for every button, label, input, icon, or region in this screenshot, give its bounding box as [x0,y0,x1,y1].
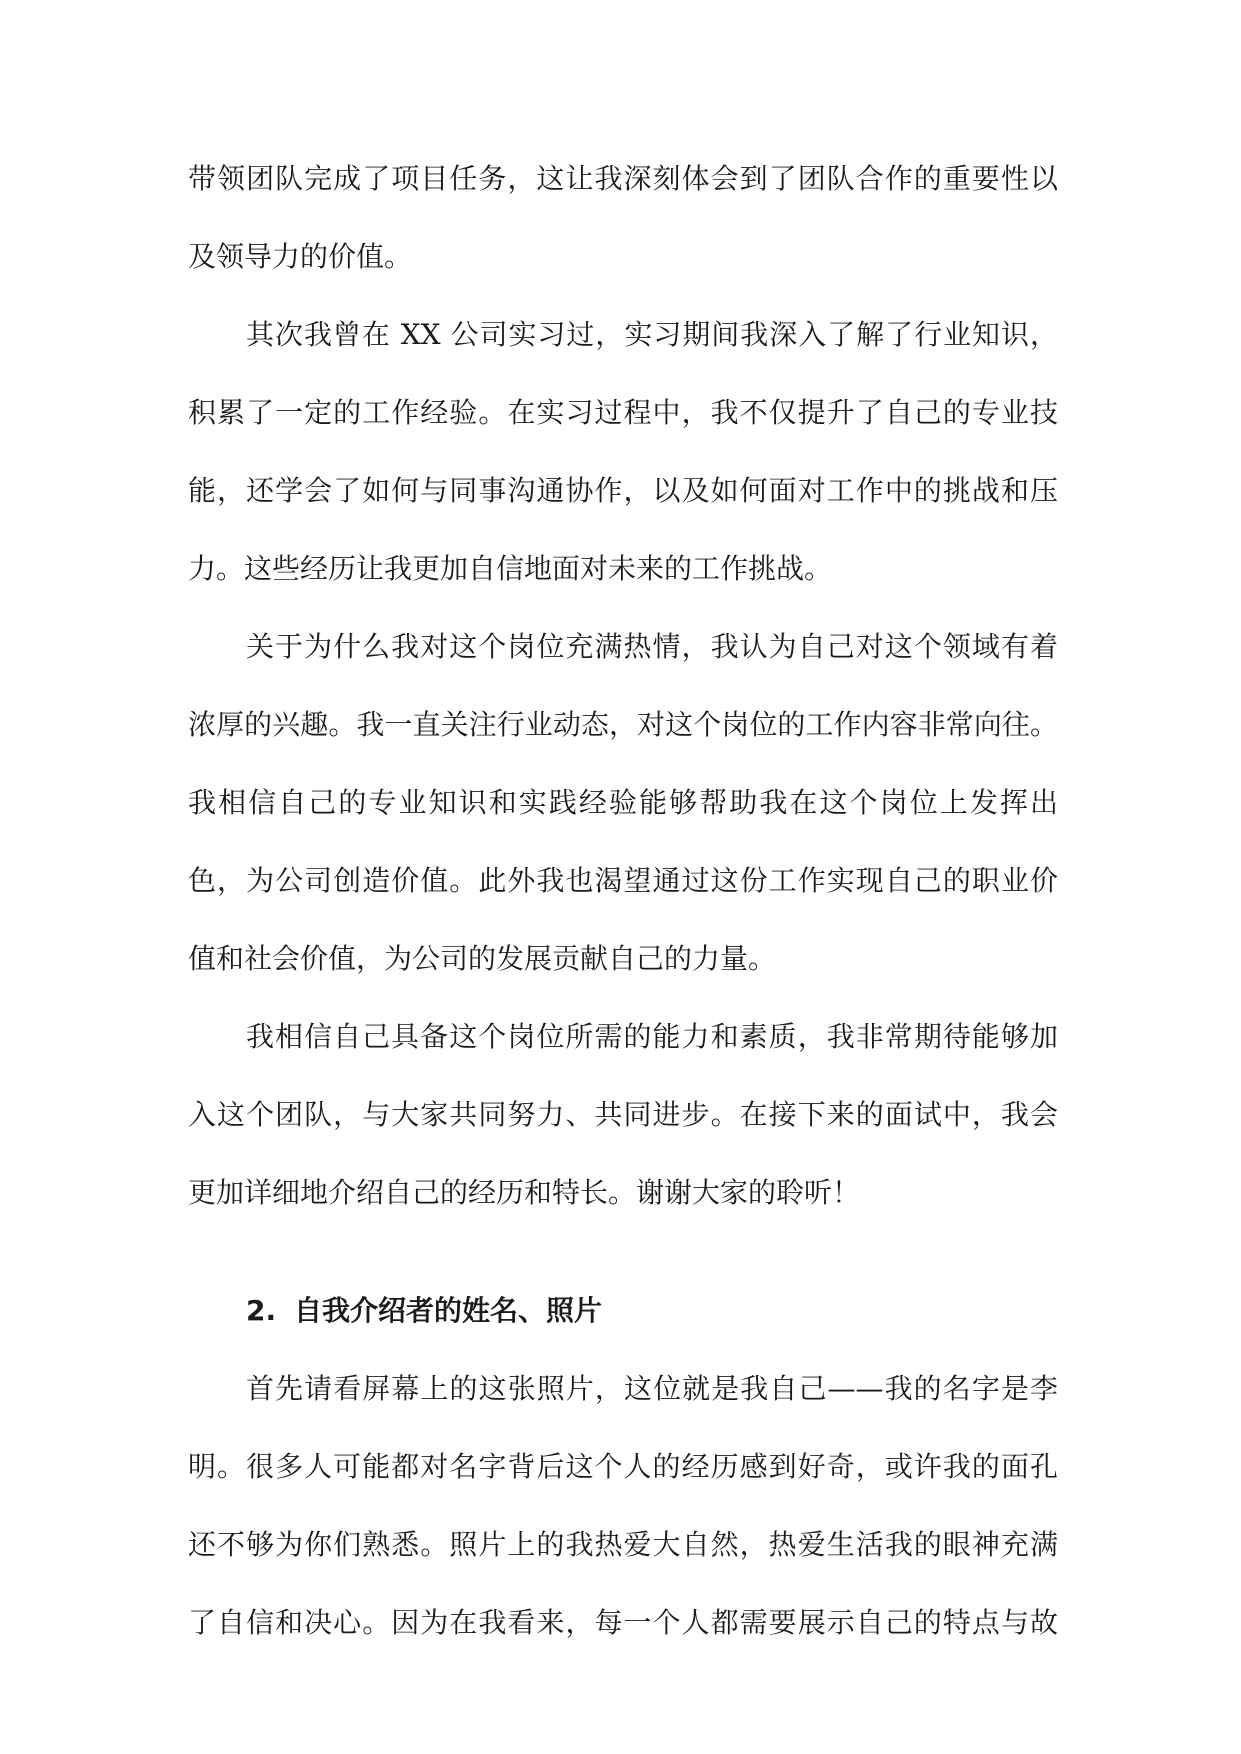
paragraph-1 [188,140,1058,296]
paragraph-5 [188,1350,1058,1662]
paragraph-line: 浓厚的兴趣。我一直关注行业动态，对这个岗位的工作内容非常向往。 [188,708,1058,741]
section-number: 2. [246,1294,277,1327]
paragraph-line: 我相信自己具备这个岗位所需的能力和素质，我非常期待能够加 [246,1020,1058,1053]
paragraph-line: 值和社会价值，为公司的发展贡献自己的力量。 [188,942,777,975]
paragraph-line: 及领导力的价值。 [188,240,413,273]
paragraph-line: 我相信自己的专业知识和实践经验能够帮助我在这个岗位上发挥出 [188,786,1058,819]
paragraph-3 [188,608,1058,998]
paragraph-line: 色，为公司创造价值。此外我也渴望通过这份工作实现自己的职业价 [188,864,1058,897]
paragraph-line: 入这个团队，与大家共同努力、共同进步。在接下来的面试中，我会 [188,1098,1058,1131]
paragraph-2 [188,296,1058,608]
paragraph-line: 能，还学会了如何与同事沟通协作，以及如何面对工作中的挑战和压 [188,474,1058,507]
section-spacer [188,1232,1058,1272]
paragraph-4 [188,998,1058,1232]
section-heading [188,1272,1058,1350]
paragraph-line: 其次我曾在 XX 公司实习过，实习期间我深入了解了行业知识， [246,318,1058,351]
document-body [188,140,1058,1662]
paragraph-line: 明。很多人可能都对名字背后这个人的经历感到好奇，或许我的面孔 [188,1450,1058,1483]
paragraph-line: 力。这些经历让我更加自信地面对未来的工作挑战。 [188,552,833,585]
paragraph-line: 积累了一定的工作经验。在实习过程中，我不仅提升了自己的专业技 [188,396,1058,429]
paragraph-line: 了自信和决心。因为在我看来，每一个人都需要展示自己的特点与故 [188,1606,1058,1639]
section-title: 自我介绍者的姓名、照片 [294,1294,603,1327]
paragraph-line: 还不够为你们熟悉。照片上的我热爱大自然，热爱生活我的眼神充满 [188,1528,1058,1561]
paragraph-line: 带领团队完成了项目任务，这让我深刻体会到了团队合作的重要性以 [188,162,1058,195]
paragraph-line: 更加详细地介绍自己的经历和特长。谢谢大家的聆听！ [188,1176,861,1209]
paragraph-line: 关于为什么我对这个岗位充满热情，我认为自己对这个领域有着 [246,630,1058,663]
paragraph-line: 首先请看屏幕上的这张照片，这位就是我自己——我的名字是李 [246,1372,1058,1405]
